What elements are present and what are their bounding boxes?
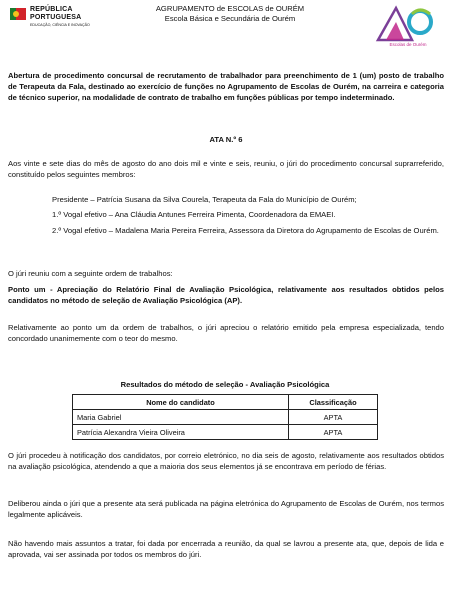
point-one: Ponto um - Apreciação do Relatório Final de Avaliação Psicológica, relativamente aos resultados obtidos pelos candidatos no método de seleção de Avaliação Psicológica (AP). (8, 285, 444, 306)
logo-caption: Escolas de Ourém (389, 42, 427, 47)
school-name: Escola Básica e Secundária de Ourém (164, 13, 296, 23)
republica-portuguesa-logo (10, 6, 120, 50)
candidate-name: Maria Gabriel (73, 410, 289, 425)
school-header (140, 4, 320, 23)
publication-paragraph: Deliberou ainda o júri que a presente ata será publicada na página eletrónica do Agrupamento de Escolas de Ourém, nos termos legalmente aplicáveis. (8, 499, 444, 520)
col-header-classification: Classificação (289, 395, 378, 410)
results-table (72, 394, 378, 440)
jury-vogal-2: 2.º Vogal efetivo – Madalena Maria Pereira Ferreira, Assessora da Diretora do Agrupamento de Escolas de Ourém. (52, 226, 439, 235)
col-header-name: Nome do candidato (73, 395, 289, 410)
portuguese-flag-icon (10, 8, 26, 20)
candidate-classification: APTA (289, 425, 378, 440)
table-header-row (73, 395, 378, 410)
escolas-ourem-logo (372, 4, 444, 48)
candidate-name: Patrícia Alexandra Vieira Oliveira (73, 425, 289, 440)
ata-title: ATA N.º 6 (209, 135, 243, 144)
candidate-classification: APTA (289, 410, 378, 425)
notification-paragraph: O júri procedeu à notificação dos candidatos, por correio eletrónico, no dia seis de agosto, relativamente aos resultados obtidos na avaliação psicológica, atendendo a que a maioria dos seus elementos já se encontrava em período de férias. (8, 451, 444, 472)
school-group-name: AGRUPAMENTO de ESCOLAS de OURÉM (155, 4, 305, 13)
republic-name (30, 6, 81, 22)
jury-vogal-1: 1.º Vogal efetivo – Ana Cláudia Antunes Ferreira Pimenta, Coordenadora da EMAEI. (52, 210, 336, 219)
jury-president: Presidente – Patrícia Susana da Silva Courela, Terapeuta da Fala do Município de Ourém; (52, 195, 357, 204)
republic-line1: REPÚBLICA (30, 6, 73, 13)
opening-paragraph: Aos vinte e sete dias do mês de agosto do ano dois mil e vinte e seis, reuniu, o júri do procedimento concursal suprarreferido, constituído pelos seguintes membros: (8, 159, 444, 180)
table-row (73, 410, 378, 425)
closing-paragraph: Não havendo mais assuntos a tratar, foi dada por encerrada a reunião, da qual se lavrou a presente ata, que, depois de lida e aprovada, vai ser assinada por todos os membros do júri. (8, 539, 444, 560)
point-one-result: Relativamente ao ponto um da ordem de trabalhos, o júri apreciou o relatório emitido pela empresa especializada, tendo concordado unanimemente com o teor do mesmo. (8, 323, 444, 344)
ministry-name: EDUCAÇÃO, CIÊNCIA E INOVAÇÃO (30, 23, 90, 27)
republic-line2: PORTUGUESA (30, 14, 82, 21)
results-table-caption: Resultados do método de seleção - Avaliação Psicológica (120, 380, 330, 389)
procedure-intro: Abertura de procedimento concursal de recrutamento de trabalhador para preenchimento de 1 (um) posto de trabalho de Terapeuta da Fala, destinado ao exercício de funções no Agrupamento de Escolas de Ourém, na carreira e categoria de técnico superior, na modalidade de contrato de trabalho em funções públicas por tempo indeterminado. (8, 71, 444, 103)
agenda-intro: O júri reuniu com a seguinte ordem de trabalhos: (8, 269, 173, 278)
table-row (73, 425, 378, 440)
